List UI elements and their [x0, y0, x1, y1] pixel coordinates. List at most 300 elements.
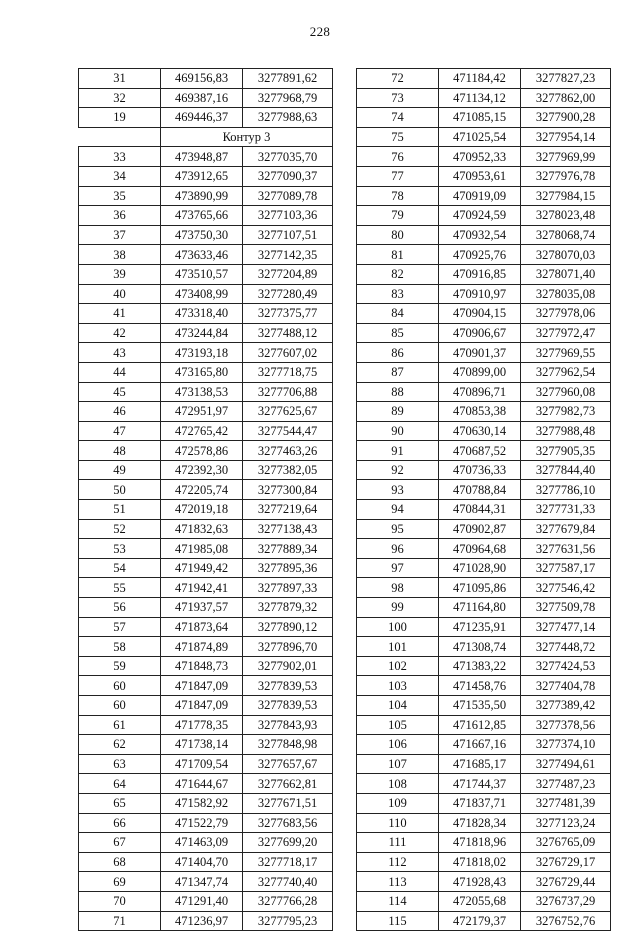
- table-row: [79, 206, 333, 226]
- x-coordinate-cell: 471028,90: [439, 558, 521, 578]
- x-coordinate-cell: 470919,09: [439, 186, 521, 206]
- point-number-cell: 32: [79, 88, 161, 108]
- table-row: [357, 833, 611, 853]
- x-coordinate-cell: 470687,52: [439, 441, 521, 461]
- point-number-cell: 57: [79, 617, 161, 637]
- point-number-cell: 101: [357, 637, 439, 657]
- y-coordinate-cell: 3277718,17: [243, 852, 333, 872]
- table-row: [357, 88, 611, 108]
- point-number-cell: 33: [79, 147, 161, 167]
- point-number-cell: 75: [357, 127, 439, 147]
- y-coordinate-cell: 3277862,00: [521, 88, 611, 108]
- table-row: [79, 539, 333, 559]
- y-coordinate-cell: 3277671,51: [243, 793, 333, 813]
- point-number-cell: 37: [79, 225, 161, 245]
- x-coordinate-cell: 469156,83: [161, 69, 243, 89]
- y-coordinate-cell: 3277879,32: [243, 598, 333, 618]
- y-coordinate-cell: 3277731,33: [521, 500, 611, 520]
- coordinates-table-left-body: [79, 69, 333, 931]
- point-number-cell: 55: [79, 578, 161, 598]
- x-coordinate-cell: 471134,12: [439, 88, 521, 108]
- x-coordinate-cell: 471236,97: [161, 911, 243, 931]
- point-number-cell: 115: [357, 911, 439, 931]
- table-row: [357, 715, 611, 735]
- y-coordinate-cell: 3277662,81: [243, 774, 333, 794]
- table-row: [79, 460, 333, 480]
- y-coordinate-cell: 3277896,70: [243, 637, 333, 657]
- x-coordinate-cell: 471744,37: [439, 774, 521, 794]
- table-row: [79, 519, 333, 539]
- table-row: [79, 166, 333, 186]
- table-row: [357, 304, 611, 324]
- point-number-cell: 58: [79, 637, 161, 657]
- x-coordinate-cell: 471383,22: [439, 656, 521, 676]
- x-coordinate-cell: 471667,16: [439, 735, 521, 755]
- x-coordinate-cell: 470788,84: [439, 480, 521, 500]
- y-coordinate-cell: 3276765,09: [521, 833, 611, 853]
- x-coordinate-cell: 470964,68: [439, 539, 521, 559]
- y-coordinate-cell: 3277487,23: [521, 774, 611, 794]
- y-coordinate-cell: 3277123,24: [521, 813, 611, 833]
- point-number-cell: 47: [79, 421, 161, 441]
- table-row: [357, 696, 611, 716]
- point-number-cell: 96: [357, 539, 439, 559]
- x-coordinate-cell: 473138,53: [161, 382, 243, 402]
- table-row: [357, 872, 611, 892]
- table-row: [357, 108, 611, 128]
- x-coordinate-cell: 471847,09: [161, 696, 243, 716]
- table-row: [79, 264, 333, 284]
- point-number-cell: 36: [79, 206, 161, 226]
- y-coordinate-cell: 3277848,98: [243, 735, 333, 755]
- table-row: [357, 264, 611, 284]
- x-coordinate-cell: 471184,42: [439, 69, 521, 89]
- y-coordinate-cell: 3277463,26: [243, 441, 333, 461]
- point-number-cell: 76: [357, 147, 439, 167]
- point-number-cell: 113: [357, 872, 439, 892]
- point-number-cell: 85: [357, 323, 439, 343]
- point-number-cell: 34: [79, 166, 161, 186]
- table-row: [79, 500, 333, 520]
- table-row: [357, 578, 611, 598]
- point-number-cell: 54: [79, 558, 161, 578]
- x-coordinate-cell: 473633,46: [161, 245, 243, 265]
- table-row: [357, 813, 611, 833]
- table-row: [357, 754, 611, 774]
- point-number-cell: 49: [79, 460, 161, 480]
- table-row: [79, 441, 333, 461]
- point-number-cell: 45: [79, 382, 161, 402]
- point-number-cell: 40: [79, 284, 161, 304]
- y-coordinate-cell: 3277142,35: [243, 245, 333, 265]
- y-coordinate-cell: 3278071,40: [521, 264, 611, 284]
- point-number-cell: 108: [357, 774, 439, 794]
- y-coordinate-cell: 3277827,23: [521, 69, 611, 89]
- point-number-cell: 46: [79, 402, 161, 422]
- table-row: [357, 147, 611, 167]
- x-coordinate-cell: 471818,96: [439, 833, 521, 853]
- x-coordinate-cell: 471848,73: [161, 656, 243, 676]
- y-coordinate-cell: 3277988,48: [521, 421, 611, 441]
- y-coordinate-cell: 3277976,78: [521, 166, 611, 186]
- y-coordinate-cell: 3277587,17: [521, 558, 611, 578]
- y-coordinate-cell: 3277740,40: [243, 872, 333, 892]
- x-coordinate-cell: 471828,34: [439, 813, 521, 833]
- y-coordinate-cell: 3277897,33: [243, 578, 333, 598]
- point-number-cell: 103: [357, 676, 439, 696]
- table-row: [79, 108, 333, 128]
- y-coordinate-cell: 3277683,56: [243, 813, 333, 833]
- y-coordinate-cell: 3278068,74: [521, 225, 611, 245]
- y-coordinate-cell: 3277706,88: [243, 382, 333, 402]
- table-row: [357, 362, 611, 382]
- x-coordinate-cell: 471685,17: [439, 754, 521, 774]
- table-row: [79, 793, 333, 813]
- table-row: [79, 402, 333, 422]
- y-coordinate-cell: 3277982,73: [521, 402, 611, 422]
- y-coordinate-cell: 3277607,02: [243, 343, 333, 363]
- x-coordinate-cell: 471874,89: [161, 637, 243, 657]
- point-number-cell: 71: [79, 911, 161, 931]
- point-number-cell: 56: [79, 598, 161, 618]
- x-coordinate-cell: 471347,74: [161, 872, 243, 892]
- table-row: [79, 362, 333, 382]
- x-coordinate-cell: 471937,57: [161, 598, 243, 618]
- y-coordinate-cell: 3277204,89: [243, 264, 333, 284]
- y-coordinate-cell: 3277488,12: [243, 323, 333, 343]
- table-row: [357, 637, 611, 657]
- point-number-cell: 31: [79, 69, 161, 89]
- table-row: [357, 245, 611, 265]
- table-row: [79, 147, 333, 167]
- x-coordinate-cell: 471928,43: [439, 872, 521, 892]
- x-coordinate-cell: 472951,97: [161, 402, 243, 422]
- section-row: [79, 127, 333, 147]
- table-row: [79, 69, 333, 89]
- y-coordinate-cell: 3278070,03: [521, 245, 611, 265]
- y-coordinate-cell: 3277509,78: [521, 598, 611, 618]
- y-coordinate-cell: 3277374,10: [521, 735, 611, 755]
- y-coordinate-cell: 3277404,78: [521, 676, 611, 696]
- x-coordinate-cell: 470952,33: [439, 147, 521, 167]
- x-coordinate-cell: 471644,67: [161, 774, 243, 794]
- table-row: [357, 598, 611, 618]
- x-coordinate-cell: 471582,92: [161, 793, 243, 813]
- point-number-cell: 44: [79, 362, 161, 382]
- x-coordinate-cell: 471085,15: [439, 108, 521, 128]
- x-coordinate-cell: 473912,65: [161, 166, 243, 186]
- x-coordinate-cell: 472765,42: [161, 421, 243, 441]
- x-coordinate-cell: 472179,37: [439, 911, 521, 931]
- table-row: [79, 852, 333, 872]
- point-number-cell: 78: [357, 186, 439, 206]
- x-coordinate-cell: 471837,71: [439, 793, 521, 813]
- y-coordinate-cell: 3277300,84: [243, 480, 333, 500]
- page-number: 228: [309, 24, 331, 39]
- x-coordinate-cell: 471847,09: [161, 676, 243, 696]
- y-coordinate-cell: 3277375,77: [243, 304, 333, 324]
- point-number-cell: 102: [357, 656, 439, 676]
- table-row: [357, 617, 611, 637]
- y-coordinate-cell: 3277895,36: [243, 558, 333, 578]
- y-coordinate-cell: 3277382,05: [243, 460, 333, 480]
- point-number-cell: 95: [357, 519, 439, 539]
- table-row: [79, 186, 333, 206]
- x-coordinate-cell: 471778,35: [161, 715, 243, 735]
- table-row: [357, 656, 611, 676]
- table-row: [79, 617, 333, 637]
- table-row: [79, 578, 333, 598]
- point-number-cell: 51: [79, 500, 161, 520]
- point-number-cell: 87: [357, 362, 439, 382]
- point-number-cell: 53: [79, 539, 161, 559]
- table-row: [357, 480, 611, 500]
- y-coordinate-cell: 3277103,36: [243, 206, 333, 226]
- y-coordinate-cell: 3277890,12: [243, 617, 333, 637]
- point-number-cell: 97: [357, 558, 439, 578]
- x-coordinate-cell: 471832,63: [161, 519, 243, 539]
- point-number-cell: 69: [79, 872, 161, 892]
- y-coordinate-cell: 3277481,39: [521, 793, 611, 813]
- x-coordinate-cell: 471985,08: [161, 539, 243, 559]
- coordinates-table-right: [356, 68, 611, 931]
- point-number-cell: 66: [79, 813, 161, 833]
- x-coordinate-cell: 471942,41: [161, 578, 243, 598]
- point-number-cell: 63: [79, 754, 161, 774]
- x-coordinate-cell: 470901,37: [439, 343, 521, 363]
- point-number-cell: 84: [357, 304, 439, 324]
- y-coordinate-cell: 3277969,99: [521, 147, 611, 167]
- point-number-cell: 107: [357, 754, 439, 774]
- x-coordinate-cell: 470904,15: [439, 304, 521, 324]
- point-number-cell: 81: [357, 245, 439, 265]
- point-number-cell: 114: [357, 891, 439, 911]
- x-coordinate-cell: 473165,80: [161, 362, 243, 382]
- y-coordinate-cell: 3277984,15: [521, 186, 611, 206]
- table-row: [79, 558, 333, 578]
- point-number-cell: 59: [79, 656, 161, 676]
- x-coordinate-cell: 473890,99: [161, 186, 243, 206]
- point-number-cell: 112: [357, 852, 439, 872]
- table-row: [357, 519, 611, 539]
- point-number-cell: 48: [79, 441, 161, 461]
- table-row: [357, 166, 611, 186]
- table-row: [357, 206, 611, 226]
- y-coordinate-cell: 3277448,72: [521, 637, 611, 657]
- x-coordinate-cell: 469446,37: [161, 108, 243, 128]
- point-number-cell: 72: [357, 69, 439, 89]
- point-number-cell: 92: [357, 460, 439, 480]
- table-row: [357, 382, 611, 402]
- x-coordinate-cell: 469387,16: [161, 88, 243, 108]
- y-coordinate-cell: 3277905,35: [521, 441, 611, 461]
- y-coordinate-cell: 3277089,78: [243, 186, 333, 206]
- point-number-cell: 111: [357, 833, 439, 853]
- section-title: Контур 3: [161, 127, 333, 147]
- x-coordinate-cell: 470899,00: [439, 362, 521, 382]
- table-row: [357, 852, 611, 872]
- table-row: [357, 558, 611, 578]
- x-coordinate-cell: 471949,42: [161, 558, 243, 578]
- x-coordinate-cell: 471709,54: [161, 754, 243, 774]
- table-row: [79, 480, 333, 500]
- point-number-cell: 94: [357, 500, 439, 520]
- x-coordinate-cell: 470953,61: [439, 166, 521, 186]
- table-row: [357, 793, 611, 813]
- x-coordinate-cell: 470916,85: [439, 264, 521, 284]
- table-row: [79, 323, 333, 343]
- point-number-cell: 62: [79, 735, 161, 755]
- x-coordinate-cell: 473510,57: [161, 264, 243, 284]
- x-coordinate-cell: 472578,86: [161, 441, 243, 461]
- table-row: [79, 676, 333, 696]
- table-row: [79, 225, 333, 245]
- point-number-cell: 90: [357, 421, 439, 441]
- table-row: [79, 284, 333, 304]
- table-row: [357, 500, 611, 520]
- table-row: [357, 284, 611, 304]
- x-coordinate-cell: 472019,18: [161, 500, 243, 520]
- point-number-cell: 68: [79, 852, 161, 872]
- table-row: [79, 754, 333, 774]
- x-coordinate-cell: 473193,18: [161, 343, 243, 363]
- table-row: [79, 911, 333, 931]
- point-number-cell: 60: [79, 696, 161, 716]
- x-coordinate-cell: 470896,71: [439, 382, 521, 402]
- table-row: [357, 186, 611, 206]
- section-blank-cell: [79, 127, 161, 147]
- x-coordinate-cell: 471458,76: [439, 676, 521, 696]
- y-coordinate-cell: 3277477,14: [521, 617, 611, 637]
- table-row: [357, 891, 611, 911]
- y-coordinate-cell: 3277090,37: [243, 166, 333, 186]
- x-coordinate-cell: 470844,31: [439, 500, 521, 520]
- point-number-cell: 110: [357, 813, 439, 833]
- table-row: [357, 911, 611, 931]
- point-number-cell: 93: [357, 480, 439, 500]
- x-coordinate-cell: 470910,97: [439, 284, 521, 304]
- y-coordinate-cell: 3277844,40: [521, 460, 611, 480]
- y-coordinate-cell: 3277378,56: [521, 715, 611, 735]
- x-coordinate-cell: 470925,76: [439, 245, 521, 265]
- point-number-cell: 99: [357, 598, 439, 618]
- table-row: [357, 225, 611, 245]
- y-coordinate-cell: 3277843,93: [243, 715, 333, 735]
- x-coordinate-cell: 471235,91: [439, 617, 521, 637]
- y-coordinate-cell: 3277138,43: [243, 519, 333, 539]
- point-number-cell: 60: [79, 676, 161, 696]
- x-coordinate-cell: 473408,99: [161, 284, 243, 304]
- table-row: [79, 813, 333, 833]
- point-number-cell: 38: [79, 245, 161, 265]
- x-coordinate-cell: 471535,50: [439, 696, 521, 716]
- x-coordinate-cell: 470906,67: [439, 323, 521, 343]
- y-coordinate-cell: 3277988,63: [243, 108, 333, 128]
- y-coordinate-cell: 3277900,28: [521, 108, 611, 128]
- point-number-cell: 83: [357, 284, 439, 304]
- table-row: [79, 304, 333, 324]
- point-number-cell: 50: [79, 480, 161, 500]
- point-number-cell: 70: [79, 891, 161, 911]
- point-number-cell: 82: [357, 264, 439, 284]
- y-coordinate-cell: 3277891,62: [243, 69, 333, 89]
- point-number-cell: 65: [79, 793, 161, 813]
- x-coordinate-cell: 472055,68: [439, 891, 521, 911]
- table-row: [79, 343, 333, 363]
- point-number-cell: 80: [357, 225, 439, 245]
- y-coordinate-cell: 3277280,49: [243, 284, 333, 304]
- y-coordinate-cell: 3277902,01: [243, 656, 333, 676]
- coordinates-table-right-body: [357, 69, 611, 931]
- y-coordinate-cell: 3277795,23: [243, 911, 333, 931]
- x-coordinate-cell: 470853,38: [439, 402, 521, 422]
- table-row: [79, 735, 333, 755]
- coordinates-table-left: [78, 68, 333, 931]
- y-coordinate-cell: 3277107,51: [243, 225, 333, 245]
- point-number-cell: 104: [357, 696, 439, 716]
- y-coordinate-cell: 3277978,06: [521, 304, 611, 324]
- x-coordinate-cell: 470736,33: [439, 460, 521, 480]
- y-coordinate-cell: 3277960,08: [521, 382, 611, 402]
- y-coordinate-cell: 3277631,56: [521, 539, 611, 559]
- point-number-cell: 77: [357, 166, 439, 186]
- table-row: [79, 656, 333, 676]
- table-row: [357, 69, 611, 89]
- y-coordinate-cell: 3277625,67: [243, 402, 333, 422]
- x-coordinate-cell: 473765,66: [161, 206, 243, 226]
- table-row: [79, 88, 333, 108]
- y-coordinate-cell: 3277699,20: [243, 833, 333, 853]
- y-coordinate-cell: 3277679,84: [521, 519, 611, 539]
- table-row: [79, 637, 333, 657]
- point-number-cell: 106: [357, 735, 439, 755]
- point-number-cell: 86: [357, 343, 439, 363]
- point-number-cell: 19: [79, 108, 161, 128]
- point-number-cell: 98: [357, 578, 439, 598]
- y-coordinate-cell: 3277718,75: [243, 362, 333, 382]
- table-row: [357, 539, 611, 559]
- y-coordinate-cell: 3277972,47: [521, 323, 611, 343]
- point-number-cell: 67: [79, 833, 161, 853]
- table-row: [79, 872, 333, 892]
- point-number-cell: 52: [79, 519, 161, 539]
- y-coordinate-cell: 3277766,28: [243, 891, 333, 911]
- point-number-cell: 109: [357, 793, 439, 813]
- y-coordinate-cell: 3277424,53: [521, 656, 611, 676]
- point-number-cell: 89: [357, 402, 439, 422]
- table-row: [357, 774, 611, 794]
- point-number-cell: 61: [79, 715, 161, 735]
- y-coordinate-cell: 3277546,42: [521, 578, 611, 598]
- x-coordinate-cell: 473244,84: [161, 323, 243, 343]
- x-coordinate-cell: 471308,74: [439, 637, 521, 657]
- point-number-cell: 64: [79, 774, 161, 794]
- table-row: [357, 735, 611, 755]
- point-number-cell: 74: [357, 108, 439, 128]
- y-coordinate-cell: 3277954,14: [521, 127, 611, 147]
- table-row: [79, 421, 333, 441]
- point-number-cell: 41: [79, 304, 161, 324]
- y-coordinate-cell: 3277786,10: [521, 480, 611, 500]
- x-coordinate-cell: 473318,40: [161, 304, 243, 324]
- table-row: [79, 696, 333, 716]
- x-coordinate-cell: 472205,74: [161, 480, 243, 500]
- x-coordinate-cell: 470924,59: [439, 206, 521, 226]
- y-coordinate-cell: 3277389,42: [521, 696, 611, 716]
- y-coordinate-cell: 3277889,34: [243, 539, 333, 559]
- point-number-cell: 42: [79, 323, 161, 343]
- table-row: [79, 891, 333, 911]
